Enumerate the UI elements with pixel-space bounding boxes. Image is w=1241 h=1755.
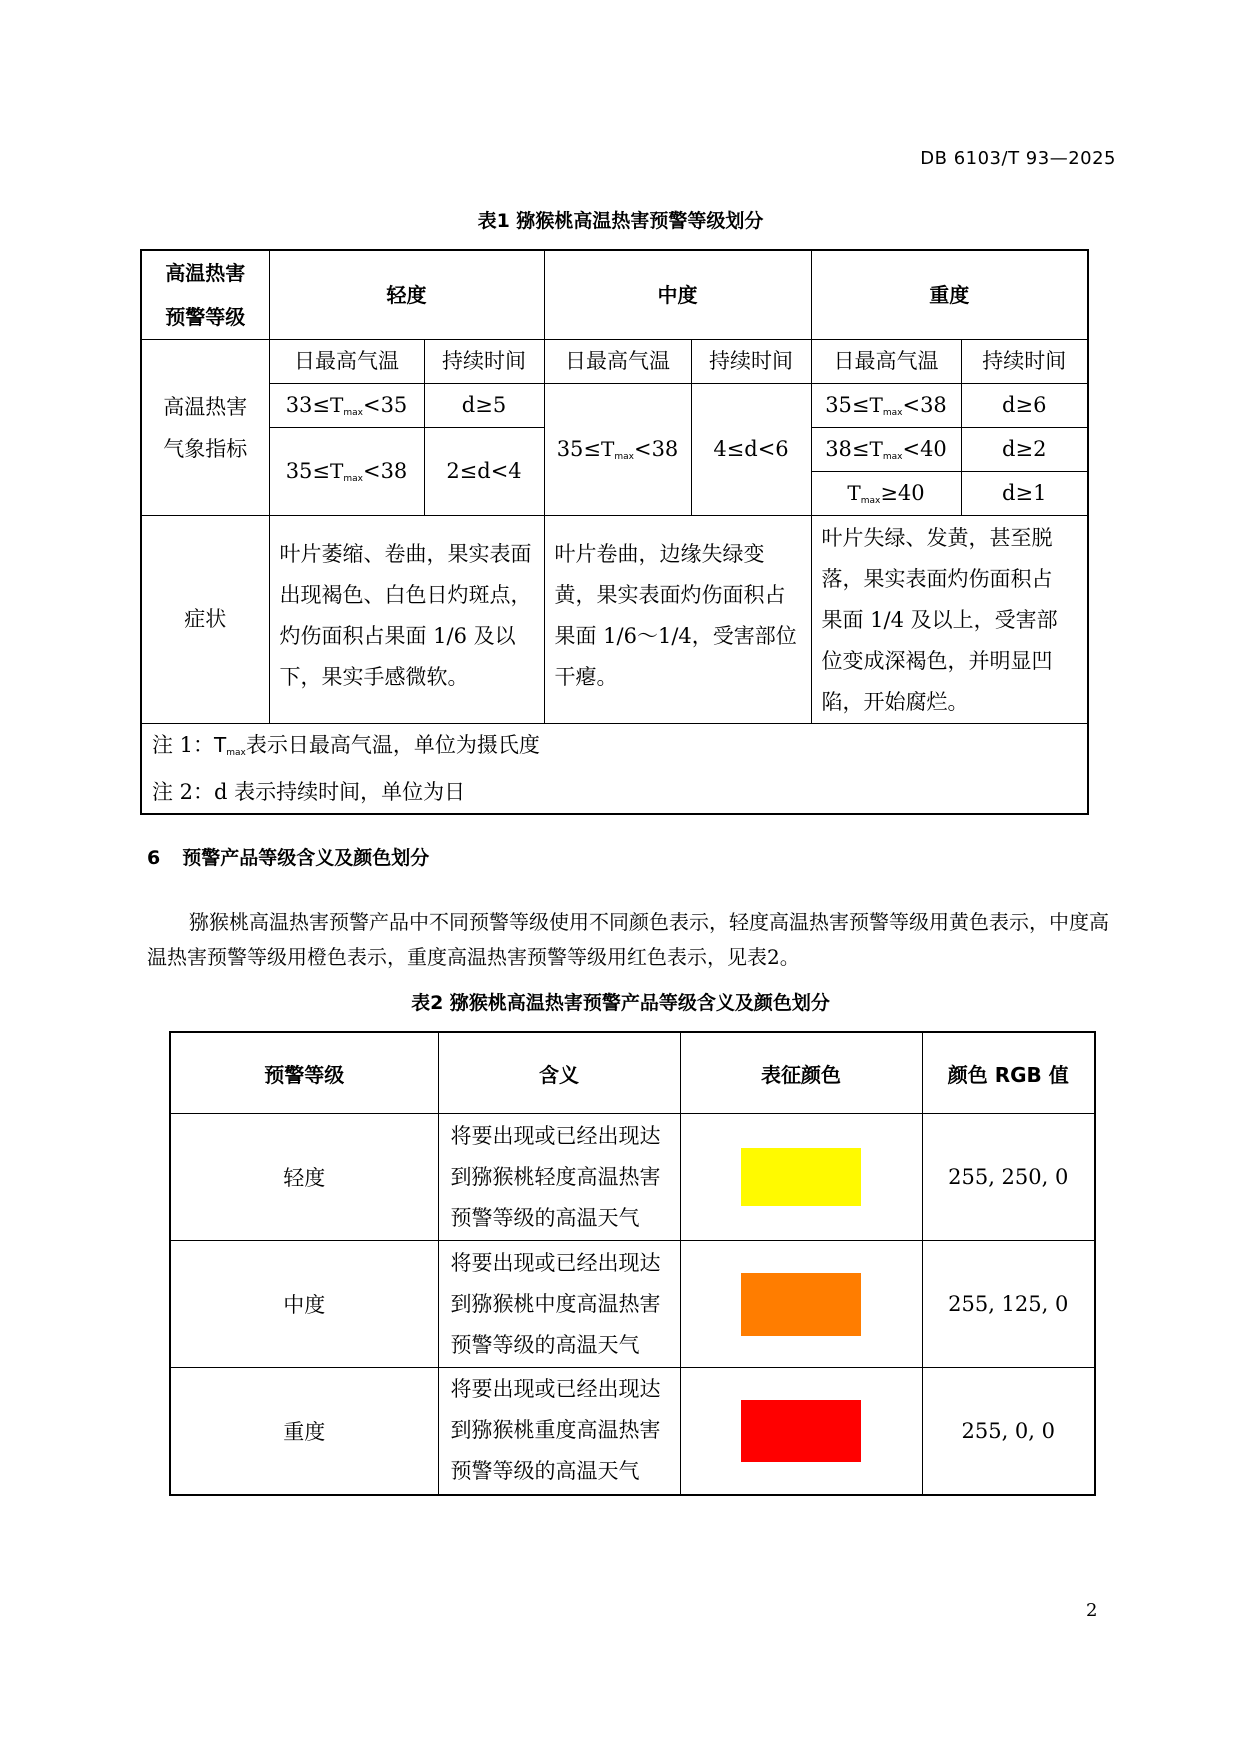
moderate-symptom: 叶片卷曲，边缘失绿变 黄，果实表面灼伤面积占 果面 1/6～1/4，受害部位 干瘪。 [544,516,811,724]
col-header-level: 预警等级 [170,1032,438,1114]
mild-duration-1: d≥5 [424,384,544,428]
level-mild-header: 轻度 [269,250,544,340]
document-code: DB 6103/T 93—2025 [920,148,1116,169]
yellow-swatch [741,1148,861,1206]
level-severe-header: 重度 [811,250,1088,340]
col-header-meaning: 含义 [438,1032,680,1114]
level-cell: 轻度 [170,1114,438,1241]
col-header-color: 表征颜色 [680,1032,922,1114]
color-cell [680,1114,922,1241]
severe-duration-2: d≥2 [961,428,1088,472]
mild-temp-range-2: 35≤Tmax<38 [269,428,424,516]
section-6-heading: 6 预警产品等级含义及颜色划分 [147,847,430,869]
mild-duration-header: 持续时间 [424,340,544,384]
severe-symptom: 叶片失绿、发黄，甚至脱 落，果实表面灼伤面积占 果面 1/4 及以上，受害部 位变成深褐色，并明显凹 陷，开始腐烂。 [811,516,1088,724]
moderate-temp-range: 35≤Tmax<38 [544,384,691,516]
moderate-temp-header: 日最高气温 [544,340,691,384]
moderate-duration-header: 持续时间 [691,340,811,384]
meaning-cell: 将要出现或已经出现达 到猕猴桃重度高温热害 预警等级的高温天气 [438,1368,680,1495]
corner-header: 高温热害 预警等级 [141,250,269,340]
rgb-cell: 255, 250, 0 [922,1114,1095,1241]
indicator-row-label: 高温热害 气象指标 [141,340,269,516]
severe-temp-range-3: Tmax≥40 [811,472,961,516]
table1-notes [141,724,1088,815]
mild-temp-header: 日最高气温 [269,340,424,384]
rgb-cell: 255, 0, 0 [922,1368,1095,1495]
mild-duration-2: 2≤d<4 [424,428,544,516]
severe-temp-header: 日最高气温 [811,340,961,384]
table-row [170,1368,1095,1495]
color-cell [680,1368,922,1495]
page-number: 2 [1086,1600,1098,1621]
mild-symptom: 叶片萎缩、卷曲，果实表面 出现褐色、白色日灼斑点， 灼伤面积占果面 1/6 及以 下，果实手感微软。 [269,516,544,724]
mild-temp-range-1: 33≤Tmax<35 [269,384,424,428]
severe-temp-range-2: 38≤Tmax<40 [811,428,961,472]
section-6-paragraph: 猕猴桃高温热害预警产品中不同预警等级使用不同颜色表示，轻度高温热害预警等级用黄色表示，中度高温热害预警等级用橙色表示，重度高温热害预警等级用红色表示，见表2。 [147,910,1109,969]
level-moderate-header: 中度 [544,250,811,340]
level-cell: 中度 [170,1241,438,1368]
note-2: 注 2：d 表示持续时间，单位为日 [152,780,466,804]
red-swatch [741,1400,861,1462]
level-cell: 重度 [170,1368,438,1495]
severe-duration-1: d≥6 [961,384,1088,428]
table-row [170,1241,1095,1368]
severe-temp-range-1: 35≤Tmax<38 [811,384,961,428]
note-1: 注 1：Tmax表示日最高气温，单位为摄氏度 [152,733,540,758]
rgb-cell: 255, 125, 0 [922,1241,1095,1368]
orange-swatch [741,1273,861,1336]
table1-caption: 表1 猕猴桃高温热害预警等级划分 [477,210,764,232]
color-cell [680,1241,922,1368]
symptom-row-label: 症状 [141,516,269,724]
color-level-table [169,1031,1096,1496]
warning-level-table [140,249,1089,815]
moderate-duration: 4≤d<6 [691,384,811,516]
col-header-rgb: 颜色 RGB 值 [922,1032,1095,1114]
severe-duration-3: d≥1 [961,472,1088,516]
table2-caption: 表2 猕猴桃高温热害预警产品等级含义及颜色划分 [411,992,830,1014]
meaning-cell: 将要出现或已经出现达 到猕猴桃中度高温热害 预警等级的高温天气 [438,1241,680,1368]
severe-duration-header: 持续时间 [961,340,1088,384]
table-row [170,1114,1095,1241]
meaning-cell: 将要出现或已经出现达 到猕猴桃轻度高温热害 预警等级的高温天气 [438,1114,680,1241]
